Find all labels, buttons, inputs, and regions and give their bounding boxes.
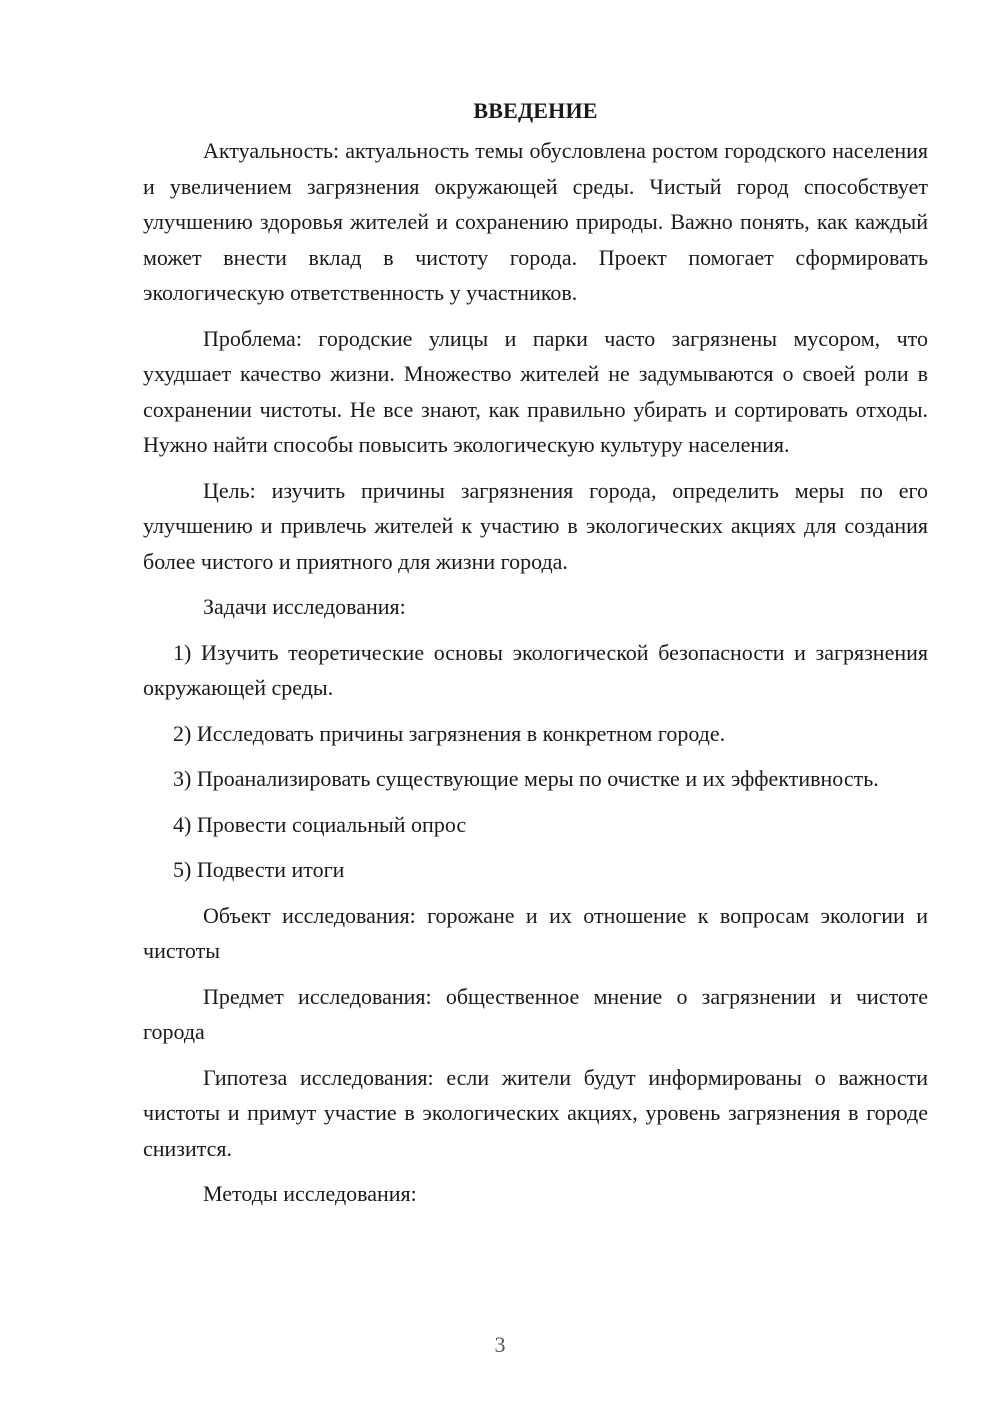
task-item-2: 2) Исследовать причины загрязнения в конкретном городе.	[173, 720, 726, 746]
paragraph-hypothesis: Гипотеза исследования: если жители будут информированы о важности чистоты и примут участие в экологических акциях, уровень загрязнения в городе снизится.	[143, 1064, 928, 1161]
page-number: 3	[494, 1332, 506, 1357]
task-item-3: 3) Проанализировать существующие меры по очистке и их эффективность.	[173, 766, 879, 791]
paragraph-subject: Предмет исследования: общественное мнение о загрязнении и чистоте города	[143, 983, 928, 1044]
paragraph-relevance: Актуальность: актуальность темы обусловлена ростом городского населения и увеличением загрязнения окружающей среды. Чистый город способствует улучшению здоровья жителей и сохранению природы. Важно понять, как каждый может внести вклад в чистоту города. Проект помогает сформировать экологическую ответственность у участников.	[143, 138, 928, 305]
paragraph-problem: Проблема: городские улицы и парки часто загрязнены мусором, что ухудшает качество жизни. Множество жителей не задумываются о своей роли в сохранении чистоты. Не все знают, как правильно убирать и сортировать отходы. Нужно найти способы повысить экологическую культуру населения.	[143, 325, 928, 457]
paragraph-tasks-heading: Задачи исследования:	[203, 594, 406, 619]
paragraph-object: Объект исследования: горожане и их отношение к вопросам экологии и чистоты	[143, 902, 928, 963]
document-page	[143, 96, 928, 1212]
paragraph-methods: Методы исследования:	[203, 1181, 417, 1206]
paragraph-goal: Цель: изучить причины загрязнения города, определить меры по его улучшению и привлечь жителей к участию в экологических акциях для создания более чистого и приятного для жизни города.	[143, 477, 928, 574]
task-item-1: 1) Изучить теоретические основы экологической безопасности и загрязнения окружающей среды.	[143, 639, 928, 700]
document-heading: ВВЕДЕНИЕ	[473, 98, 598, 123]
task-item-5: 5) Подвести итоги	[173, 857, 345, 882]
task-item-4: 4) Провести социальный опрос	[173, 811, 467, 837]
